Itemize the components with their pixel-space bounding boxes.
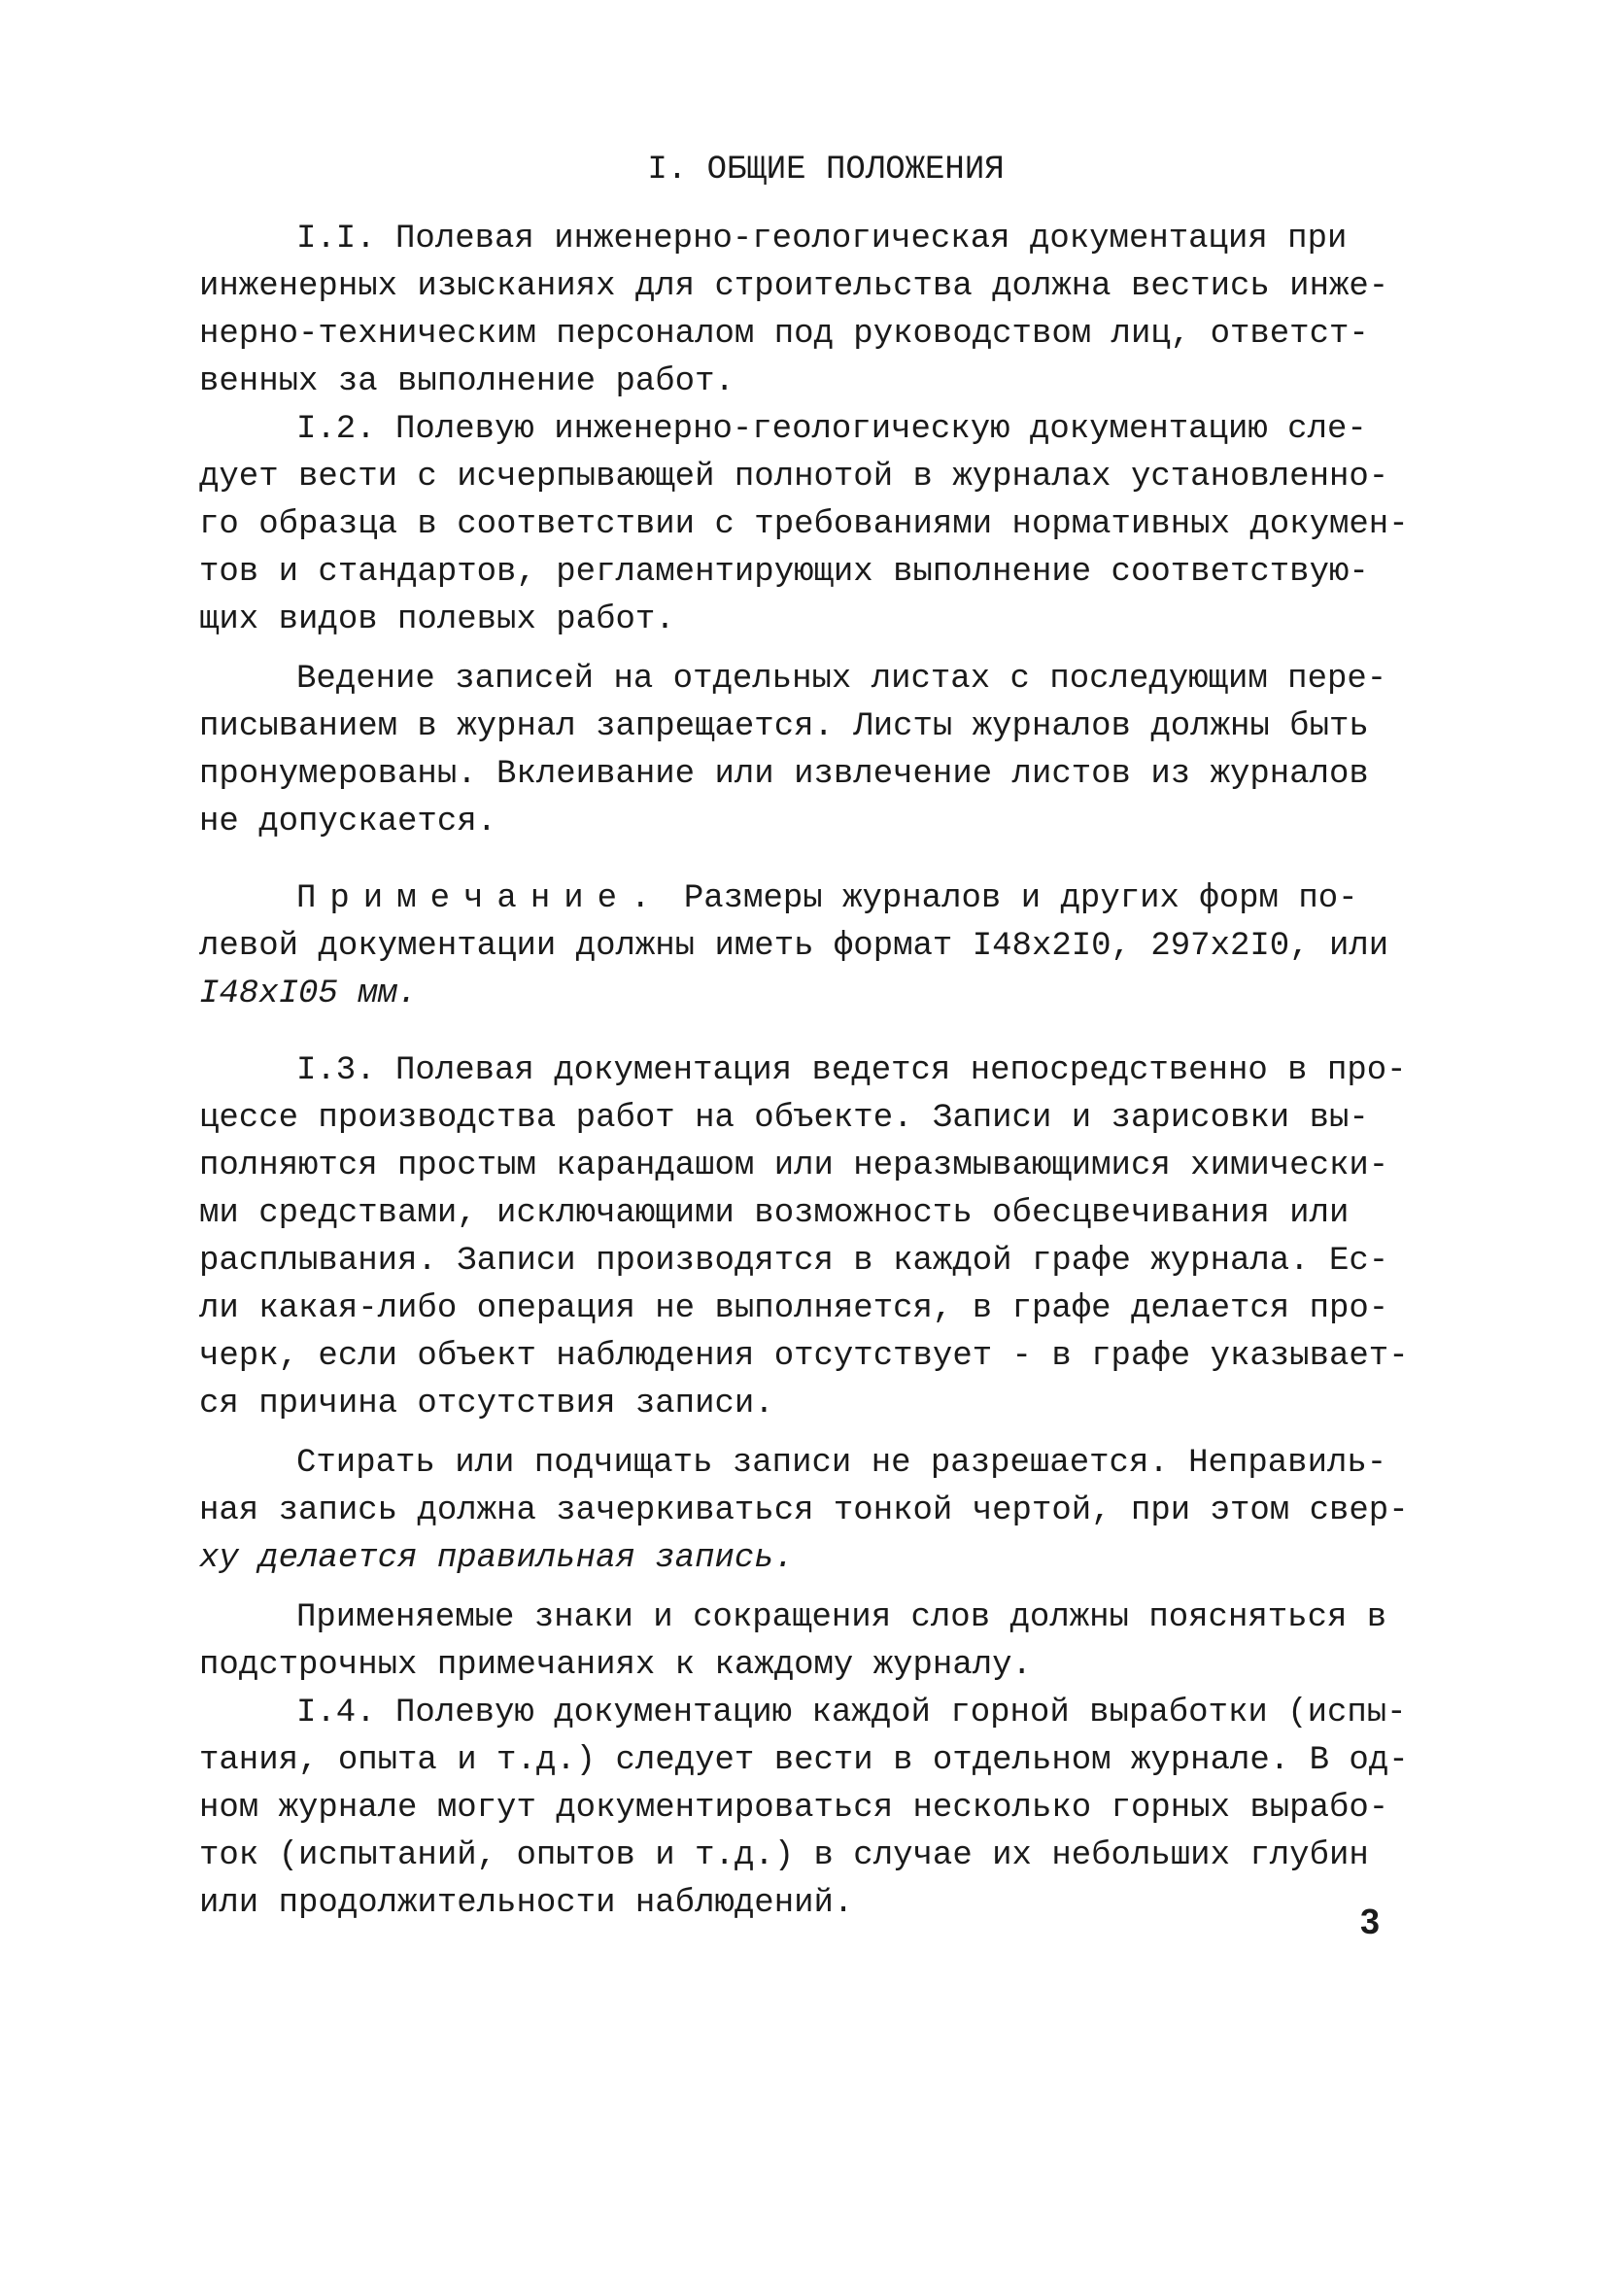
text-line: I.2. Полевую инженерно-геологическую документацию сле-	[296, 411, 1367, 448]
text-line: дует вести с исчерпывающей полнотой в журналах установленно-	[199, 459, 1389, 496]
text-line: I.3. Полевая документация ведется непосредственно в про-	[296, 1052, 1407, 1089]
text-line: расплывания. Записи производятся в каждой графе журнала. Ес-	[199, 1243, 1389, 1280]
text-line: ху делается правильная запись.	[199, 1540, 795, 1577]
text-line: щих видов полевых работ.	[199, 601, 675, 638]
text-line: ми средствами, исключающими возможность обесцвечивания или	[199, 1195, 1350, 1232]
text-line: ная запись должна зачеркиваться тонкой чертой, при этом свер-	[199, 1492, 1409, 1529]
text-line: ся причина отсутствия записи.	[199, 1386, 774, 1422]
text-line: ном журнале могут документироваться несколько горных вырабо-	[199, 1790, 1389, 1827]
text-line: Применяемые знаки и сокращения слов должны поясняться в	[296, 1599, 1387, 1636]
text-line: тов и стандартов, регламентирующих выполнение соответствую-	[199, 554, 1369, 591]
text-line: ток (испытаний, опытов и т.д.) в случае их небольших глубин	[199, 1837, 1369, 1874]
text-line: нерно-техническим персоналом под руководством лиц, ответст-	[199, 316, 1369, 353]
paragraph-1-1	[199, 216, 1394, 406]
paragraph-1-3	[199, 1047, 1409, 1428]
text-line: левой документации должны иметь формат I48x2I0, 297x2I0, или	[199, 928, 1389, 965]
paragraph-signs	[199, 1594, 1394, 1690]
text-line: цессе производства работ на объекте. Записи и зарисовки вы-	[199, 1100, 1369, 1137]
paragraph-1-2	[199, 406, 1409, 644]
text-line: венных за выполнение работ.	[199, 363, 735, 400]
text-line: писыванием в журнал запрещается. Листы журналов должны быть	[199, 708, 1369, 745]
text-line: черк, если объект наблюдения отсутствует - в графе указывает-	[199, 1338, 1409, 1375]
paragraph-records	[199, 656, 1394, 846]
text-line: полняются простым карандашом или неразмывающимися химически-	[199, 1148, 1389, 1184]
paragraph-1-4	[199, 1690, 1409, 1928]
text-line: го образца в соответствии с требованиями нормативных докумен-	[199, 506, 1409, 543]
text-line: или продолжительности наблюдений.	[199, 1885, 854, 1922]
text-line: I48xI05 мм.	[199, 976, 418, 1012]
text-line: не допускается.	[199, 804, 497, 840]
paragraph-erase	[199, 1440, 1409, 1583]
document-page	[199, 146, 1409, 1928]
text-line: инженерных изысканиях для строительства должна вестись инже-	[199, 268, 1389, 305]
text-line: I.4. Полевую документацию каждой горной выработки (испы-	[296, 1695, 1407, 1731]
page-number: 3	[1360, 1902, 1381, 1941]
text-line: Стирать или подчищать записи не разрешается. Неправиль-	[296, 1445, 1387, 1482]
note-text: Размеры журналов и других форм по-	[683, 880, 1358, 917]
text-line: ли какая-либо операция не выполняется, в графе делается про-	[199, 1290, 1389, 1327]
text-line: пронумерованы. Вклеивание или извлечение листов из журналов	[199, 756, 1369, 793]
section-heading: I. ОБЩИЕ ПОЛОЖЕНИЯ	[647, 152, 1005, 188]
text-line: подстрочных примечаниях к каждому журналу.	[199, 1647, 1032, 1684]
note-paragraph	[199, 875, 1394, 1018]
text-line: Ведение записей на отдельных листах с последующим пере-	[296, 661, 1387, 698]
text-line	[199, 875, 1394, 923]
note-label: Примечание.	[296, 880, 665, 917]
text-line: тания, опыта и т.д.) следует вести в отдельном журнале. В од-	[199, 1742, 1409, 1779]
text-line: I.I. Полевая инженерно-геологическая документация при	[296, 221, 1348, 257]
